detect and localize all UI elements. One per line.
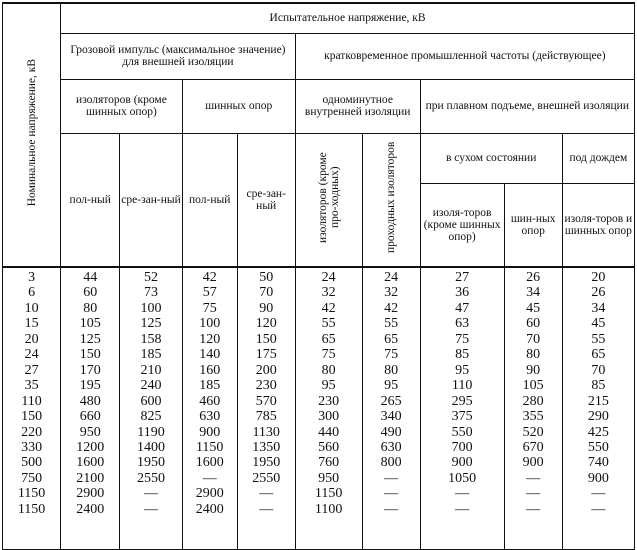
- table-cell: 900: [587, 470, 609, 486]
- table-cell: 2900: [76, 486, 105, 502]
- bus-chopped-header: сре-зан-ный: [237, 133, 295, 267]
- table-cell: 100: [140, 300, 162, 316]
- table-cell: —: [526, 501, 541, 517]
- internal-insulators-header: изоляторов (кроме про-ходных): [295, 133, 362, 267]
- table-cell: 1350: [252, 439, 281, 455]
- table-cell: 630: [380, 439, 402, 455]
- table-cell: 490: [380, 424, 402, 440]
- table-cell: 75: [384, 347, 399, 363]
- table-cell: 140: [199, 347, 221, 363]
- table-cell: 15: [24, 316, 39, 332]
- table-cell: 760: [318, 455, 340, 471]
- table-cell: 2550: [252, 470, 281, 486]
- table-cell: 160: [199, 362, 221, 378]
- table-cell: 150: [79, 347, 101, 363]
- table-cell: 700: [451, 439, 473, 455]
- table-cell: 2100: [76, 470, 105, 486]
- table-cell: 230: [255, 378, 277, 394]
- table-cell: 32: [384, 285, 399, 301]
- nominal-voltage-header: Номинальное напряжение, кВ: [3, 3, 61, 267]
- table-cell: 150: [255, 331, 277, 347]
- table-cell: 110: [451, 378, 473, 394]
- table-cell: 45: [526, 300, 541, 316]
- table-cell: 80: [526, 347, 541, 363]
- table-cell: 800: [380, 455, 402, 471]
- table-cell: —: [526, 470, 541, 486]
- table-cell: 1130: [252, 424, 280, 440]
- table-cell: 950: [79, 424, 101, 440]
- under-rain-header: под дождем: [562, 133, 634, 183]
- table-cell: 35: [24, 378, 39, 394]
- table-cell: 175: [255, 347, 277, 363]
- table-cell: 95: [384, 378, 399, 394]
- table-cell: 1190: [137, 424, 165, 440]
- table-cell: 750: [21, 470, 43, 486]
- col-internal-insulators: [295, 267, 362, 549]
- table-cell: 70: [591, 362, 606, 378]
- table-cell: 1150: [17, 486, 46, 502]
- table-cell: 80: [321, 362, 336, 378]
- table-cell: —: [591, 486, 606, 502]
- table-cell: —: [455, 486, 470, 502]
- table-cell: 375: [451, 409, 473, 425]
- table-cell: 32: [321, 285, 336, 301]
- col-dry-bus: [504, 267, 562, 549]
- table-cell: —: [384, 486, 399, 502]
- table-cell: 950: [318, 470, 340, 486]
- table-cell: 550: [451, 424, 473, 440]
- table-cell: 75: [202, 300, 217, 316]
- table-cell: 480: [79, 393, 101, 409]
- table-cell: 70: [526, 331, 541, 347]
- table-cell: 27: [455, 270, 470, 285]
- col-nominal: [3, 267, 61, 549]
- table-cell: 42: [384, 300, 399, 316]
- insulators-full-header: пол-ный: [61, 133, 120, 267]
- table-cell: 195: [79, 378, 101, 394]
- table-cell: 24: [384, 270, 399, 285]
- table-cell: 95: [455, 362, 470, 378]
- table-cell: 900: [451, 455, 473, 471]
- table-cell: 63: [455, 316, 470, 332]
- table-cell: —: [384, 470, 399, 486]
- col-internal-bushings: [362, 267, 420, 549]
- table-cell: 560: [318, 439, 340, 455]
- test-voltage-header: Испытательное напряжение, кВ: [61, 3, 635, 33]
- col-rain: [562, 267, 634, 549]
- table-cell: —: [526, 486, 541, 502]
- table-cell: 1050: [448, 470, 477, 486]
- col-impulse-insulators-full: [61, 267, 120, 549]
- table-cell: 785: [255, 409, 277, 425]
- table-cell: 240: [140, 378, 162, 394]
- table-cell: 1600: [195, 455, 224, 471]
- table-cell: —: [144, 501, 159, 517]
- table-cell: 50: [259, 270, 274, 285]
- table-cell: 65: [321, 331, 336, 347]
- table-cell: 2400: [76, 501, 105, 517]
- table-cell: 1950: [252, 455, 281, 471]
- power-frequency-header: кратковременное промышленной частоты (действующее): [295, 33, 634, 79]
- table-cell: 330: [21, 439, 43, 455]
- table-cell: 6: [28, 285, 36, 301]
- table-cell: 55: [384, 316, 399, 332]
- col-impulse-bus-full: [182, 267, 237, 549]
- table-cell: 630: [199, 409, 221, 425]
- table-cell: 290: [587, 409, 609, 425]
- table-cell: 170: [79, 362, 101, 378]
- table-cell: 100: [199, 316, 221, 332]
- table-cell: 105: [79, 316, 101, 332]
- table-cell: 2400: [195, 501, 224, 517]
- table-cell: 20: [591, 270, 606, 285]
- rain-insulators-header: изоля-торов и шинных опор: [562, 183, 634, 267]
- table-cell: 340: [380, 409, 402, 425]
- table-cell: 825: [140, 409, 162, 425]
- bus-full-header: пол-ный: [182, 133, 237, 267]
- table-cell: 36: [455, 285, 470, 301]
- col-impulse-bus-chopped: [237, 267, 295, 549]
- table-cell: 85: [591, 378, 606, 394]
- table-cell: 42: [202, 270, 217, 285]
- table-cell: 570: [255, 393, 277, 409]
- table-cell: 60: [83, 285, 98, 301]
- table-cell: 125: [79, 331, 101, 347]
- dry-bus-supports-header: шин-ных опор: [504, 183, 562, 267]
- table-cell: 44: [83, 270, 98, 285]
- table-cell: 80: [384, 362, 399, 378]
- table-cell: 150: [21, 409, 43, 425]
- col-dry-insulators: [420, 267, 504, 549]
- table-cell: 265: [380, 393, 402, 409]
- table-cell: 34: [591, 300, 606, 316]
- table-cell: —: [591, 501, 606, 517]
- table-cell: 26: [591, 285, 606, 301]
- table-cell: 125: [140, 316, 162, 332]
- bus-supports-header: шинных опор: [182, 79, 295, 133]
- table-cell: 52: [144, 270, 159, 285]
- table-cell: 220: [21, 424, 43, 440]
- table-cell: 2550: [137, 470, 166, 486]
- table-cell: 210: [140, 362, 162, 378]
- table-cell: 670: [522, 439, 544, 455]
- table-cell: 20: [24, 331, 39, 347]
- table-cell: 65: [384, 331, 399, 347]
- table-cell: 660: [79, 409, 101, 425]
- table-cell: 3: [28, 270, 36, 285]
- table-cell: 27: [24, 362, 39, 378]
- table-cell: 90: [259, 300, 274, 316]
- table-cell: 80: [83, 300, 98, 316]
- table-cell: 10: [24, 300, 39, 316]
- table-cell: —: [202, 470, 217, 486]
- table-cell: 120: [255, 316, 277, 332]
- col-impulse-insulators-chopped: [120, 267, 182, 549]
- table-cell: —: [259, 486, 274, 502]
- table-cell: 47: [455, 300, 470, 316]
- table-cell: 355: [522, 409, 544, 425]
- dry-insulators-header: изоля-торов (кроме шинных опор): [420, 183, 504, 267]
- table-cell: 85: [455, 347, 470, 363]
- table-cell: 1150: [314, 486, 343, 502]
- table-cell: 1400: [137, 439, 166, 455]
- table-cell: 42: [321, 300, 336, 316]
- table-cell: 1600: [76, 455, 105, 471]
- table-cell: 2900: [195, 486, 224, 502]
- table-cell: —: [259, 501, 274, 517]
- table-cell: 90: [526, 362, 541, 378]
- table-cell: —: [455, 501, 470, 517]
- table-cell: 550: [587, 439, 609, 455]
- table-cell: 900: [199, 424, 221, 440]
- table-cell: 120: [199, 331, 221, 347]
- table-cell: 280: [522, 393, 544, 409]
- internal-bushings-header: проходных изоляторов: [362, 133, 420, 267]
- table-cell: 158: [140, 331, 162, 347]
- table-cell: 215: [587, 393, 609, 409]
- table-cell: 65: [591, 347, 606, 363]
- table-cell: 520: [522, 424, 544, 440]
- table-cell: 185: [140, 347, 162, 363]
- table-cell: 110: [21, 393, 42, 409]
- table-cell: 55: [321, 316, 336, 332]
- table-cell: 1200: [76, 439, 105, 455]
- table-cell: 34: [526, 285, 541, 301]
- table-cell: 95: [321, 378, 336, 394]
- table-cell: —: [144, 486, 159, 502]
- table-cell: 200: [255, 362, 277, 378]
- table-cell: 425: [587, 424, 609, 440]
- table-cell: 500: [21, 455, 43, 471]
- table-cell: 75: [321, 347, 336, 363]
- table-cell: 45: [591, 316, 606, 332]
- table-cell: 26: [526, 270, 541, 285]
- table-cell: 1150: [17, 501, 46, 517]
- test-voltage-table: [2, 2, 635, 550]
- one-minute-internal-header: одноминутное внутренней изоляции: [295, 79, 420, 133]
- table-cell: 73: [144, 285, 159, 301]
- lightning-impulse-header: Грозовой импульс (максимальное значение) для внешней изоляции: [61, 33, 296, 79]
- table-cell: 1950: [137, 455, 166, 471]
- table-cell: —: [384, 501, 399, 517]
- table-cell: 460: [199, 393, 221, 409]
- smooth-rise-external-header: при плавном подъеме, внешней изоляции: [420, 79, 634, 133]
- table-cell: 1150: [195, 439, 224, 455]
- table-cell: 230: [318, 393, 340, 409]
- table-cell: 55: [591, 331, 606, 347]
- table-cell: 900: [522, 455, 544, 471]
- table-cell: 75: [455, 331, 470, 347]
- insulators-chopped-header: сре-зан-ный: [120, 133, 182, 267]
- table-cell: 57: [202, 285, 217, 301]
- insulators-header: изоляторов (кроме шинных опор): [61, 79, 183, 133]
- table-cell: 300: [318, 409, 340, 425]
- table-cell: 24: [321, 270, 336, 285]
- table-cell: 740: [587, 455, 609, 471]
- table-cell: 1100: [314, 501, 343, 517]
- table-cell: 105: [522, 378, 544, 394]
- table-cell: 295: [451, 393, 473, 409]
- table-cell: 70: [259, 285, 274, 301]
- table-cell: 60: [526, 316, 541, 332]
- table-cell: 185: [199, 378, 221, 394]
- table-cell: 440: [318, 424, 340, 440]
- table-cell: 600: [140, 393, 162, 409]
- dry-state-header: в сухом состоянии: [420, 133, 562, 183]
- table-cell: 24: [24, 347, 39, 363]
